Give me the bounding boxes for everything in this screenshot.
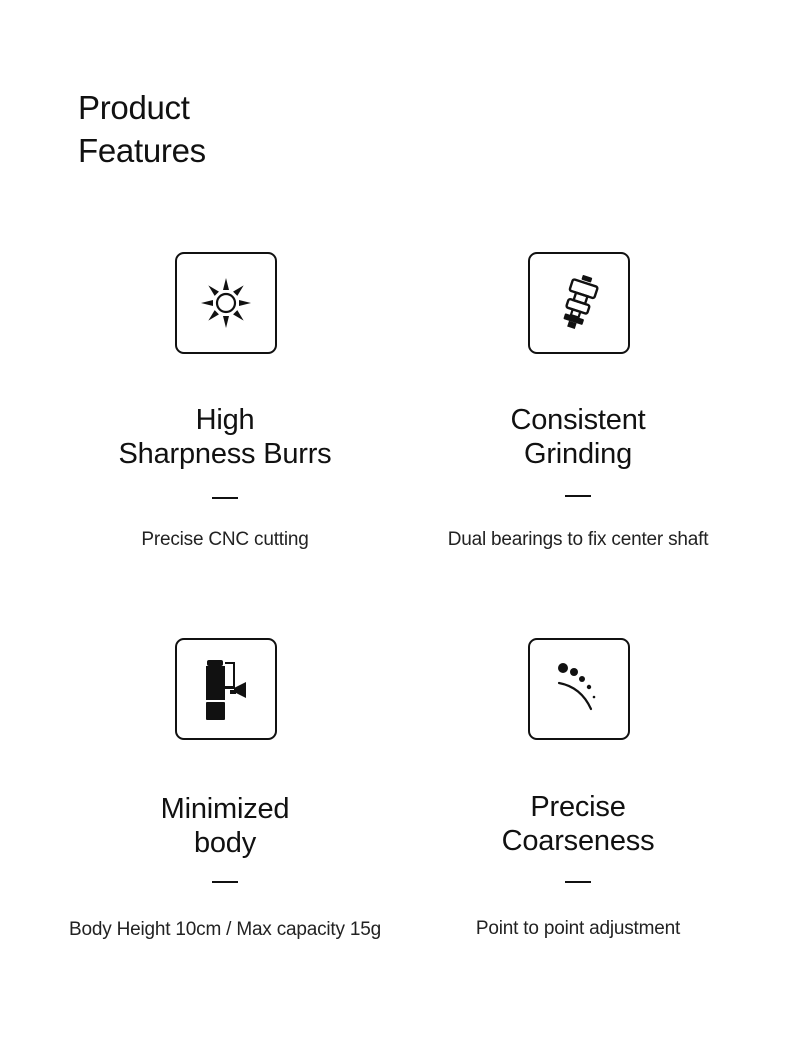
grinder-body-icon [194, 654, 258, 724]
feature-icon-box [175, 252, 277, 354]
feature-title-line1: Minimized [160, 793, 290, 825]
feature-title-line2: Sharpness Burrs [118, 438, 332, 470]
feature-description: Dual bearings to fix center shaft [447, 529, 709, 550]
coarseness-dots-icon [547, 657, 611, 721]
shaft-bearing-icon [549, 271, 609, 335]
title-divider [565, 495, 591, 497]
feature-icon-box [528, 252, 630, 354]
feature-title [388, 790, 768, 858]
feature-title [388, 403, 768, 471]
feature-title [35, 792, 415, 860]
feature-description: Point to point adjustment [475, 918, 681, 939]
title-divider [212, 497, 238, 499]
feature-title-line1: Precise [530, 791, 626, 823]
page-title [78, 86, 338, 172]
page-title-line2: Features [78, 132, 206, 169]
feature-description: Precise CNC cutting [141, 529, 309, 550]
feature-title-line2: Coarseness [501, 825, 655, 857]
feature-icon-box [175, 638, 277, 740]
title-divider [212, 881, 238, 883]
feature-title [35, 403, 415, 471]
feature-title-line1: High [195, 404, 255, 436]
feature-icon-box [528, 638, 630, 740]
title-divider [565, 881, 591, 883]
feature-title-line2: Grinding [523, 438, 632, 470]
feature-title-line2: body [193, 827, 257, 859]
page-title-line1: Product [78, 89, 190, 126]
feature-title-line1: Consistent [510, 404, 646, 436]
feature-description: Body Height 10cm / Max capacity 15g [69, 919, 381, 940]
sun-burr-icon [196, 273, 256, 333]
